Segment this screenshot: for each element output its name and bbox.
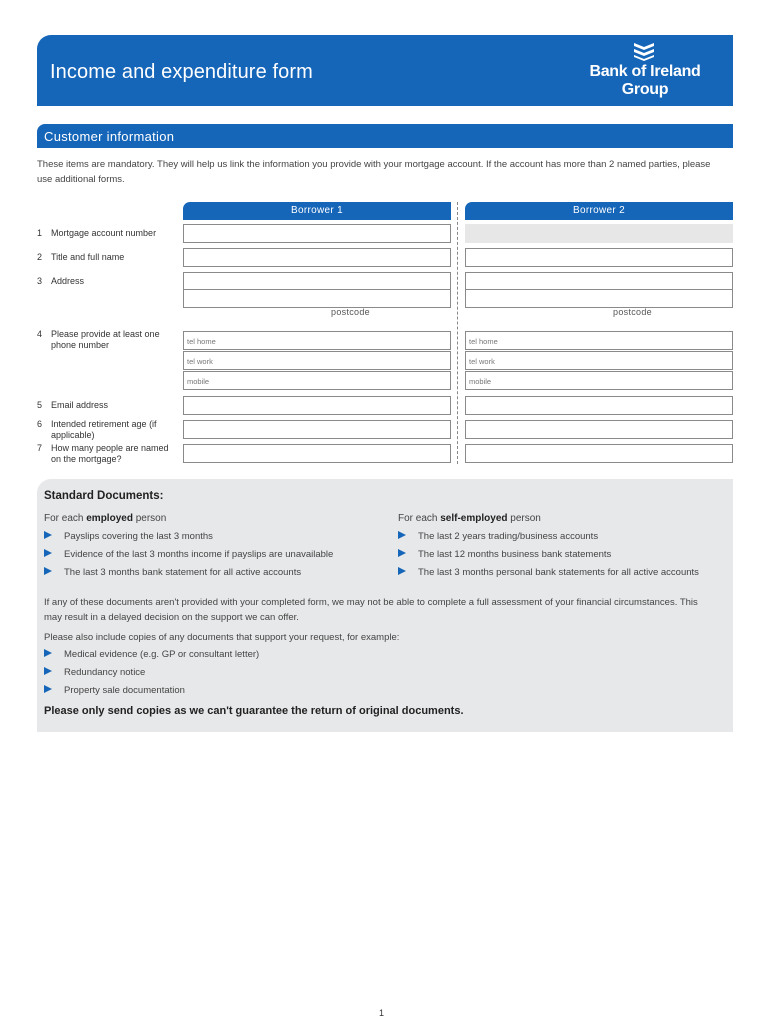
page-header [37, 35, 733, 106]
employed-bold: employed [86, 513, 133, 524]
b1-people-named-field[interactable] [183, 444, 451, 463]
b1-retirement-age-field[interactable] [183, 420, 451, 439]
list-item [398, 567, 699, 578]
borrower2-header: Borrower 2 [465, 202, 733, 220]
logo-text-line1: Bank of Ireland [589, 63, 701, 80]
question-number: 6 [37, 419, 43, 429]
question-label: Title and full name [51, 252, 125, 262]
also-include-text: Please also include copies of any documents that support your request, for example: [44, 632, 400, 643]
b2-name-field[interactable] [465, 248, 733, 267]
b1-postcode-label: postcode [331, 307, 370, 317]
employed-heading [44, 513, 166, 524]
b2-email-field[interactable] [465, 396, 733, 415]
question-label: Email address [51, 400, 109, 410]
warning-text: If any of these documents aren't provided with your completed form, we may not be able to complete a full assessment of your financial circumstances. This may result in a delayed decision on the support we can offer. [44, 597, 698, 623]
list-item [44, 667, 145, 678]
self-item: The last 2 years trading/business accounts [418, 531, 599, 542]
b1-mobile-field[interactable]: mobile [183, 371, 451, 390]
list-item [44, 549, 333, 560]
b2-address-line2-field[interactable] [465, 289, 733, 308]
b1-email-field[interactable] [183, 396, 451, 415]
self-prefix: For each [398, 513, 438, 524]
question-number: 7 [37, 443, 43, 453]
column-divider [457, 202, 458, 464]
support-item: Redundancy notice [64, 667, 146, 678]
logo-text-line2: Group [621, 81, 669, 98]
list-item [398, 549, 611, 560]
self-suffix: person [510, 513, 541, 524]
question-7 [37, 443, 171, 465]
list-item [44, 649, 259, 660]
borrower1-header: Borrower 1 [183, 202, 451, 220]
self-employed-heading [398, 513, 541, 524]
question-5 [37, 400, 108, 411]
question-number: 1 [37, 228, 43, 238]
triangle-bullet-icon [44, 549, 52, 557]
docs-title: Standard Documents: [44, 490, 164, 502]
page-title: Income and expenditure form [50, 61, 313, 83]
list-item [398, 531, 598, 542]
section-header [37, 124, 733, 148]
bank-of-ireland-logo-icon [631, 41, 657, 61]
question-label: Please provide at least one phone number [51, 329, 160, 350]
employed-suffix: person [135, 513, 167, 524]
support-item: Medical evidence (e.g. GP or consultant letter) [64, 649, 260, 660]
section-title: Customer information [44, 129, 175, 144]
page-number: 1 [379, 1008, 385, 1018]
b1-address-line2-field[interactable] [183, 289, 451, 308]
employed-prefix: For each [44, 513, 84, 524]
b1-tel-home-field[interactable]: tel home [183, 331, 451, 350]
b2-retirement-age-field[interactable] [465, 420, 733, 439]
question-label: Intended retirement age (if applicable) [51, 419, 157, 440]
b2-mobile-field[interactable]: mobile [465, 371, 733, 390]
employed-item: Payslips covering the last 3 months [64, 531, 213, 542]
b2-people-named-field[interactable] [465, 444, 733, 463]
list-item [44, 685, 185, 696]
triangle-bullet-icon [44, 685, 52, 693]
self-item: The last 3 months personal bank statements for all active accounts [418, 567, 699, 578]
b2-tel-work-field[interactable]: tel work [465, 351, 733, 370]
list-item [44, 531, 213, 542]
question-3 [37, 276, 84, 287]
question-label: How many people are named on the mortgage? [51, 443, 169, 464]
b1-mortgage-account-field[interactable] [183, 224, 451, 243]
question-label: Address [51, 276, 85, 286]
question-number: 3 [37, 276, 43, 286]
b2-tel-home-field[interactable]: tel home [465, 331, 733, 350]
list-item [44, 567, 301, 578]
triangle-bullet-icon [44, 649, 52, 657]
self-bold: self-employed [440, 513, 508, 524]
self-item: The last 12 months business bank statements [418, 549, 612, 560]
employed-item: The last 3 months bank statement for all active accounts [64, 567, 302, 578]
triangle-bullet-icon [398, 531, 406, 539]
question-number: 5 [37, 400, 43, 410]
question-2 [37, 252, 124, 263]
question-6 [37, 419, 169, 441]
support-item: Property sale documentation [64, 685, 185, 696]
b2-mortgage-account-field [465, 224, 733, 243]
triangle-bullet-icon [44, 567, 52, 575]
question-1 [37, 228, 156, 239]
question-4 [37, 329, 161, 351]
question-number: 2 [37, 252, 43, 262]
b1-tel-work-field[interactable]: tel work [183, 351, 451, 370]
question-label: Mortgage account number [51, 228, 157, 238]
copies-notice: Please only send copies as we can't guarantee the return of original documents. [44, 705, 464, 717]
employed-item: Evidence of the last 3 months income if payslips are unavailable [64, 549, 334, 560]
b1-name-field[interactable] [183, 248, 451, 267]
standard-documents-panel [37, 479, 733, 732]
bank-logo [575, 41, 715, 101]
b2-postcode-label: postcode [613, 307, 652, 317]
triangle-bullet-icon [398, 549, 406, 557]
question-number: 4 [37, 329, 43, 339]
triangle-bullet-icon [44, 667, 52, 675]
triangle-bullet-icon [398, 567, 406, 575]
intro-text: These items are mandatory. They will help us link the information you provide with your mortgage account. If the account has more than 2 named parties, please use additional forms. [37, 159, 711, 185]
triangle-bullet-icon [44, 531, 52, 539]
